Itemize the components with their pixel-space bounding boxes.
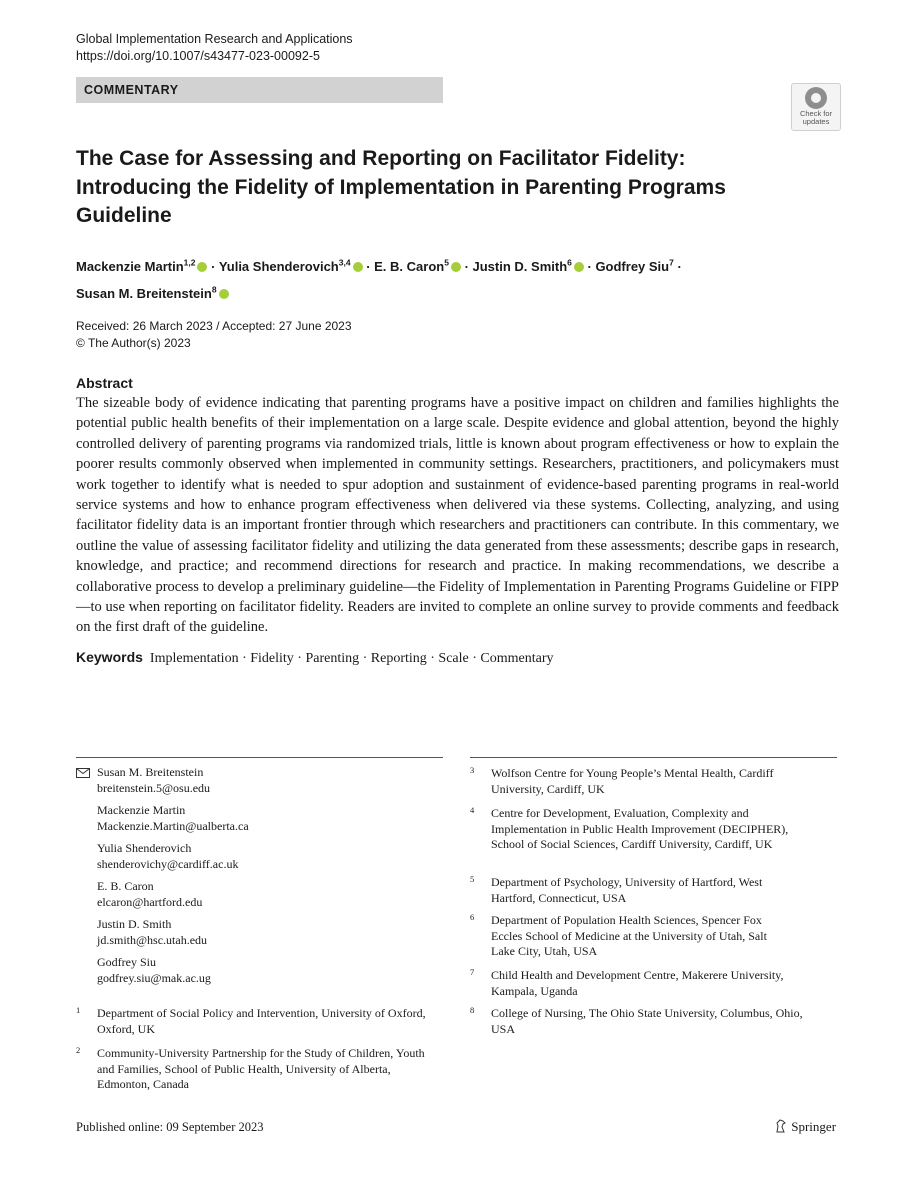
doi-link[interactable]: https://doi.org/10.1007/s43477-023-00092-5	[76, 49, 320, 63]
check-for-updates-badge[interactable]	[791, 83, 841, 131]
contact: Yulia Shenderovich shenderovichy@cardiff.ac.uk	[97, 841, 447, 872]
email-link[interactable]: elcaron@hartford.edu	[97, 894, 203, 909]
springer-horse-icon	[774, 1119, 788, 1133]
title-line: The Case for Assessing and Reporting on Facilitator Fidelity:	[76, 147, 686, 170]
keywords-label: Keywords	[76, 649, 143, 665]
affiliation-number: 1	[76, 1005, 81, 1015]
email-link[interactable]: breitenstein.5@osu.edu	[97, 780, 211, 795]
affiliation-number: 5	[470, 874, 475, 884]
affiliation-number: 7	[470, 967, 475, 977]
contact: Godfrey Siu godfrey.siu@mak.ac.ug	[97, 955, 447, 986]
category-bar	[76, 77, 443, 103]
publisher-name: Springer	[791, 1119, 837, 1134]
contact: Mackenzie Martin Mackenzie.Martin@ualberta.ca	[97, 803, 447, 834]
keywords-list: Implementation · Fidelity · Parenting · Reporting · Scale · Commentary	[149, 651, 554, 666]
publisher-logo[interactable]	[774, 1119, 836, 1135]
affiliation-text: Department of Population Health Sciences, Spencer Fox Eccles School of Medicine at the University of Utah, Salt Lake City, Utah, USA	[491, 913, 767, 958]
author[interactable]: Godfrey Siu$^7$	[595, 258, 674, 275]
crossmark-icon	[805, 87, 827, 109]
journal-name: Global Implementation Research and Applications	[76, 32, 353, 46]
category-label: COMMENTARY	[84, 83, 179, 97]
badge-line2: updates	[802, 117, 830, 126]
affiliation-number: 6	[470, 912, 475, 922]
copyright: © The Author(s) 2023	[76, 336, 191, 350]
orcid-icon[interactable]	[197, 262, 207, 272]
author[interactable]: Justin D. Smith$^6$	[473, 259, 584, 274]
abstract-heading: Abstract	[76, 375, 133, 391]
footnote-divider-right	[470, 757, 837, 758]
received-accepted: Received: 26 March 2023 / Accepted: 27 June 2023	[76, 319, 352, 333]
journal-header	[76, 31, 353, 65]
affiliation-text: Department of Social Policy and Intervention, University of Oxford, Oxford, UK	[97, 1006, 426, 1036]
author-list: Mackenzie Martin$^{1,2}$ · Yulia Shenderovich$^{3,4}$ · E. B. Caron$^5$ · Justin D. Smith$^6$ · Godfrey Siu$^7$ · Susan M. Breitenstein$^8$	[76, 258, 682, 301]
orcid-icon[interactable]	[574, 262, 584, 272]
author[interactable]: E. B. Caron$^5$	[374, 259, 461, 274]
author[interactable]: Susan M. Breitenstein$^8$	[76, 286, 229, 301]
affiliation-number: 3	[470, 765, 475, 775]
affiliation-text: Community-University Partnership for the Study of Children, Youth and Families, School of Public Health, University of Alberta, Edmonton, Canada	[97, 1046, 425, 1091]
envelope-icon	[76, 768, 90, 778]
affiliation-number: 8	[470, 1005, 475, 1015]
article-title	[76, 145, 816, 231]
author[interactable]: Mackenzie Martin$^{1,2}$	[76, 259, 207, 274]
email-link[interactable]: shenderovichy@cardiff.ac.uk	[97, 856, 239, 871]
contact: Susan M. Breitenstein breitenstein.5@osu.edu	[97, 765, 447, 796]
affiliation-text: Centre for Development, Evaluation, Complexity and Implementation in Public Health Improvement (DECIPHER), School of Social Sciences, Cardiff University, Cardiff, UK	[491, 806, 789, 851]
orcid-icon[interactable]	[219, 289, 229, 299]
email-link[interactable]: godfrey.siu@mak.ac.ug	[97, 970, 211, 985]
email-link[interactable]: jd.smith@hsc.utah.edu	[97, 932, 208, 947]
affiliation-text: College of Nursing, The Ohio State University, Columbus, Ohio, USA	[491, 1006, 803, 1036]
badge-line1: Check for	[799, 109, 833, 118]
affiliation-text: Wolfson Centre for Young People’s Mental Health, Cardiff University, Cardiff, UK	[491, 766, 774, 796]
orcid-icon[interactable]	[451, 262, 461, 272]
published-date: Published online: 09 September 2023	[76, 1120, 264, 1134]
footnote-divider-left	[76, 757, 443, 758]
title-line: Guideline	[76, 204, 172, 227]
affiliation-number: 4	[470, 805, 475, 815]
contact: Justin D. Smith jd.smith@hsc.utah.edu	[97, 917, 447, 948]
title-line: Introducing the Fidelity of Implementation in Parenting Programs	[76, 175, 726, 199]
keywords	[76, 647, 554, 669]
contact-list	[97, 765, 447, 993]
affiliation-number: 2	[76, 1045, 81, 1055]
orcid-icon[interactable]	[353, 262, 363, 272]
affiliation-text: Child Health and Development Centre, Makerere University, Kampala, Uganda	[491, 968, 784, 998]
abstract-text: The sizeable body of evidence indicating that parenting programs have a positive impact on children and families highlights the potential public health benefits of their implementation on a large scale. Despite evidence and global attention, beyond the highly controlled delivery of parenting programs via randomized trials, little is known about program effectiveness or how to explain the poorer results commonly observed when implemented in community settings. Researchers, practitioners, and policymakers must work together to identify what is needed to spur adoption and sustainment of evidence-based parenting programs in real-world service systems and how to enhance program effectiveness when delivered via these systems. Collecting, analyzing, and using facilitator fidelity data is an important frontier through which researchers and practitioners can contribute. In this commentary, we outline the value of assessing facilitator fidelity and utilizing the data generated from these assessments; describe gaps in research, knowledge, and practice; and recommend directions for research and practice. In making recommendations, we describe a collaborative process to develop a preliminary guideline—the Fidelity of Implementation in Parenting Programs Guideline or FIPP—to use when reporting on facilitator fidelity. Readers are invited to complete an online survey to provide comments and feedback on the first draft of the guideline.	[76, 395, 839, 636]
author[interactable]: Yulia Shenderovich$^{3,4}$	[219, 259, 363, 274]
affiliation-text: Department of Psychology, University of Hartford, West Hartford, Connecticut, USA	[491, 875, 763, 905]
email-link[interactable]: Mackenzie.Martin@ualberta.ca	[97, 818, 249, 833]
contact: E. B. Caron elcaron@hartford.edu	[97, 879, 447, 910]
dates-block	[76, 318, 352, 352]
